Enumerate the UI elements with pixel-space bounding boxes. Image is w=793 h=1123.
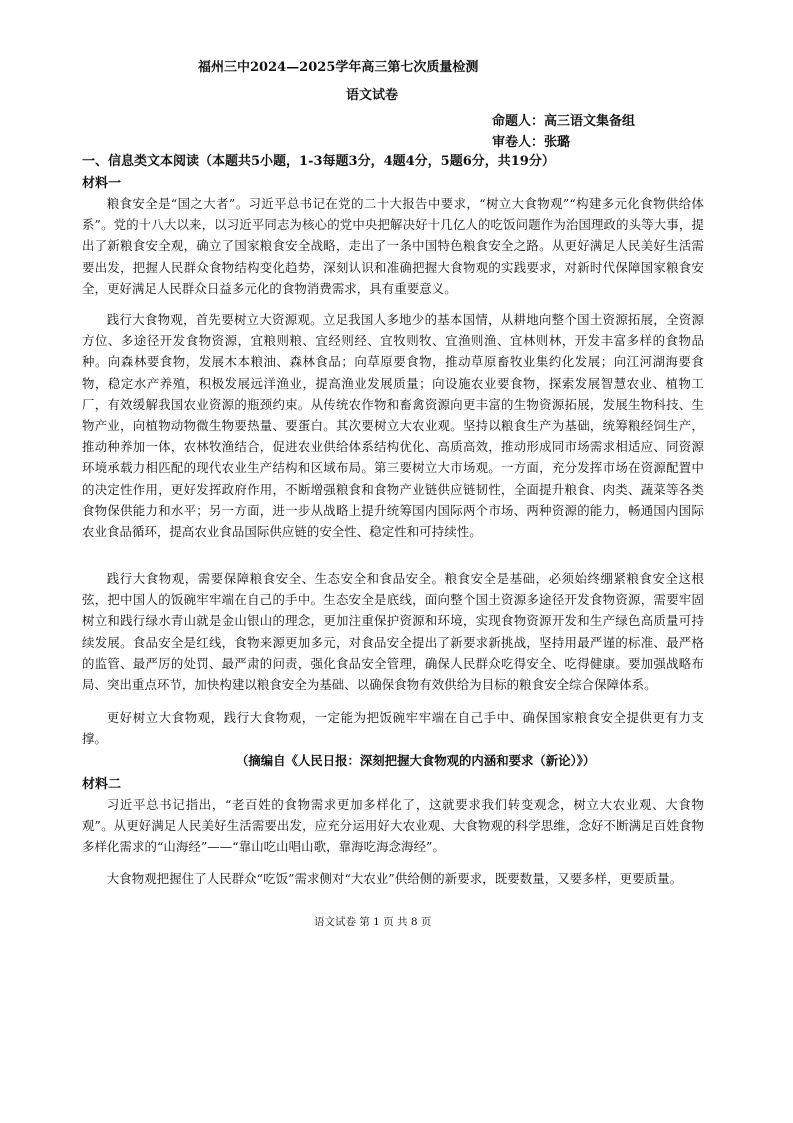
page-footer: 语文试卷 第 1 页 共 8 页 (314, 916, 432, 928)
material-1-paragraph: 粮食安全是“国之大者”。习近平总书记在党的二十大报告中要求，“树立大食物观”“构建多元化食物供给体系”。党的十八大以来，以习近平同志为核心的党中央把解决好十几亿人的吃饭问题作为治国理政的头等大事，提出了新粮食安全观，确立了国家粮食安全战略，走出了一条中国特色粮食安全之路。从更好满足人民美好生活需要出发，把握人民群众食物结构变化趋势，深刻认识和准确把握大食物观的实践要求，对新时代保障国家粮食安全，更好满足人民群众日益多元化的食物消费需求，具有重要意义。 (82, 196, 704, 296)
material-1-paragraph: 践行大食物观，需要保障粮食安全、生态安全和食品安全。粮食安全是基础，必须始终绷紧粮食安全这根弦，把中国人的饭碗牢牢端在自己的手中。生态安全是底线，面向整个国土资源多途径开发食物资源，需要牢固树立和践行绿水青山就是金山银山的理念，更加注重保护资源和环境，实现食物资源开发和生产绿色高质量可持续发展。食品安全是红线，食物来源更加多元，对食品安全提出了新要求新挑战，坚持用最严谨的标准、最严格的监管、最严厉的处罚、最严肃的问责，强化食品安全管理，确保人民群众吃得安全、吃得健康。要加强战略布局、突出重点环节，加快构建以粮食安全为基础、以确保食物有效供给为目标的粮食安全综合保障体系。 (82, 571, 704, 693)
exam-subtitle: 语文试卷 (346, 88, 399, 103)
material-1-paragraph: 践行大食物观，首先要树立大资源观。立足我国人多地少的基本国情，从耕地向整个国土资源拓展，全资源方位、多途径开发食物资源，宜粮则粮、宜经则经、宜牧则牧、宜渔则渔、宜林则林，开发丰富多样的食物品种。向森林要食物，发展木本粮油、森林食品；向草原要食物，推动草原畜牧业集约化发展；向江河湖海要食物，稳定水产养殖，积极发展远洋渔业，提高渔业发展质量；向设施农业要食物，探索发展智慧农业、植物工厂，有效缓解我国农业资源的瓶颈约束。从传统农作物和畜禽资源向更丰富的生物资源拓展，发展生物科技、生物产业，向植物动物微生物要热量、要蛋白。其次要树立大农业观。坚持以粮食生产为基础，统筹粮经饲生产，推动种养加一体，农林牧渔结合，促进农业供给体系结构优化、高质高效，推动形成同市场需求相适应、同资源环境承载力相匹配的现代农业生产结构和区域布局。第三要树立大市场观。一方面，充分发挥市场在资源配置中的决定性作用，更好发挥政府作用，不断增强粮食和食物产业链供应链韧性，全面提升粮食、肉类、蔬菜等各类食物保供能力和水平；另一方面，进一步从战略上提升统筹国内国际两个市场、两种资源的能力，畅通国内国际农业食品循环，提高农业食品国际供应链的安全性、稳定性和可持续性。 (82, 312, 704, 540)
material-1-label: 材料一 (82, 176, 122, 191)
exam-reviewer: 审卷人：张璐 (492, 135, 571, 150)
material-2-paragraph: 习近平总书记指出，“老百姓的食物需求更加多样化了，这就要求我们转变观念，树立大农业观、大食物观”。从更好满足人民美好生活需要出发，应充分运用好大农业观、大食物观的科学思维，念好不断满足百姓食物多样化需求的“山海经”——“靠山吃山唱山歌，靠海吃海念海经”。 (82, 797, 704, 855)
material-1-source: （摘编自《人民日报：深刻把握大食物观的内涵和要求（新论）》） (236, 753, 596, 768)
exam-title: 福州三中2024—2025学年高三第七次质量检测 (198, 60, 479, 75)
material-2-paragraph: 大食物观把握住了人民群众“吃饭”需求侧对“大农业”供给侧的新要求，既要数量，又要多样，更要质量。 (106, 871, 683, 886)
material-2-label: 材料二 (82, 777, 122, 792)
section-heading: 一、信息类文本阅读（本题共5小题，1-3每题3分，4题4分，5题6分，共19分） (82, 154, 555, 169)
material-1-paragraph: 更好树立大食物观，践行大食物观，一定能为把饭碗牢牢端在自己手中、确保国家粮食安全提供更有力支撑。 (82, 710, 704, 747)
exam-author: 命题人：高三语文集备组 (492, 114, 636, 129)
